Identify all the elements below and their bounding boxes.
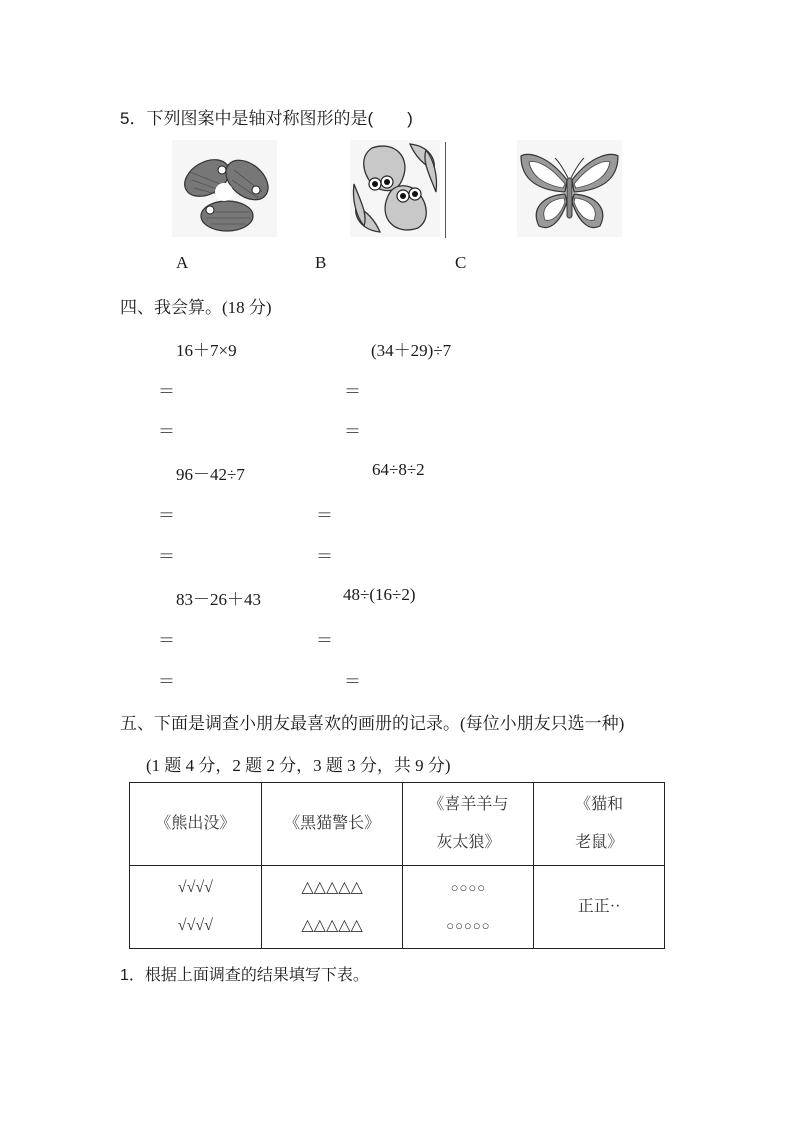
problem-1-expression: 16＋7×9 xyxy=(176,341,237,360)
sub-question-1: 1．根据上面调查的结果填写下表。 xyxy=(120,967,369,984)
record-cell-circles: ○○○○ ○○○○○ xyxy=(403,866,534,949)
two-fish-icon xyxy=(350,140,440,237)
survey-table xyxy=(129,782,665,949)
section-5-title: 五、下面是调查小朋友最喜欢的画册的记录。(每位小朋友只选一种) xyxy=(120,714,625,733)
header-cell-xiongchumei: 《熊出没》 xyxy=(130,783,262,866)
problem-2-expression: (34＋29)÷7 xyxy=(371,341,452,360)
butterfly-icon xyxy=(517,140,622,237)
problem-5-step-2: ＝ xyxy=(158,672,175,691)
problem-3-step-2: ＝ xyxy=(158,547,175,566)
option-c-label: C xyxy=(455,253,467,272)
problem-6-step-1: ＝ xyxy=(316,631,333,650)
option-a-label: A xyxy=(176,253,189,272)
header-cell-xiyangyang: 《喜羊羊与 灰太狼》 xyxy=(403,783,534,866)
section-5-scoring: (1 题 4 分，2 题 2 分，3 题 3 分，共 9 分) xyxy=(146,756,451,775)
header-cell-heimaojingzhang: 《黑猫警长》 xyxy=(261,783,403,866)
survey-header-row xyxy=(130,783,665,866)
problem-5-expression: 83－26＋43 xyxy=(176,590,261,609)
fish-circle-icon xyxy=(172,140,277,237)
option-b-image xyxy=(350,140,440,237)
problem-4-step-1: ＝ xyxy=(316,506,333,525)
problem-4-step-2: ＝ xyxy=(316,547,333,566)
image-divider-line xyxy=(445,142,446,238)
record-cell-checks: √√√√ √√√√ xyxy=(130,866,262,949)
question-5-title: 5．下列图案中是轴对称图形的是( ) xyxy=(120,109,413,128)
record-cell-triangles: △△△△△ △△△△△ xyxy=(261,866,403,949)
problem-3-step-1: ＝ xyxy=(158,506,175,525)
header-cell-maohelaoshu: 《猫和 老鼠》 xyxy=(534,783,665,866)
problem-6-step-2: ＝ xyxy=(344,672,361,691)
problem-2-step-2: ＝ xyxy=(344,422,361,441)
section-4-title: 四、我会算。(18 分) xyxy=(120,298,272,317)
problem-3-expression: 96－42÷7 xyxy=(176,465,245,484)
problem-1-step-2: ＝ xyxy=(158,422,175,441)
option-b-label: B xyxy=(315,253,327,272)
option-a-image xyxy=(172,140,277,237)
problem-1-step-1: ＝ xyxy=(158,382,175,401)
record-cell-zheng-tally: 正正·· xyxy=(534,866,665,949)
survey-record-row xyxy=(130,866,665,949)
option-c-image xyxy=(517,140,622,237)
problem-5-step-1: ＝ xyxy=(158,631,175,650)
problem-6-expression: 48÷(16÷2) xyxy=(343,585,416,604)
problem-2-step-1: ＝ xyxy=(344,382,361,401)
problem-4-expression: 64÷8÷2 xyxy=(372,460,425,479)
